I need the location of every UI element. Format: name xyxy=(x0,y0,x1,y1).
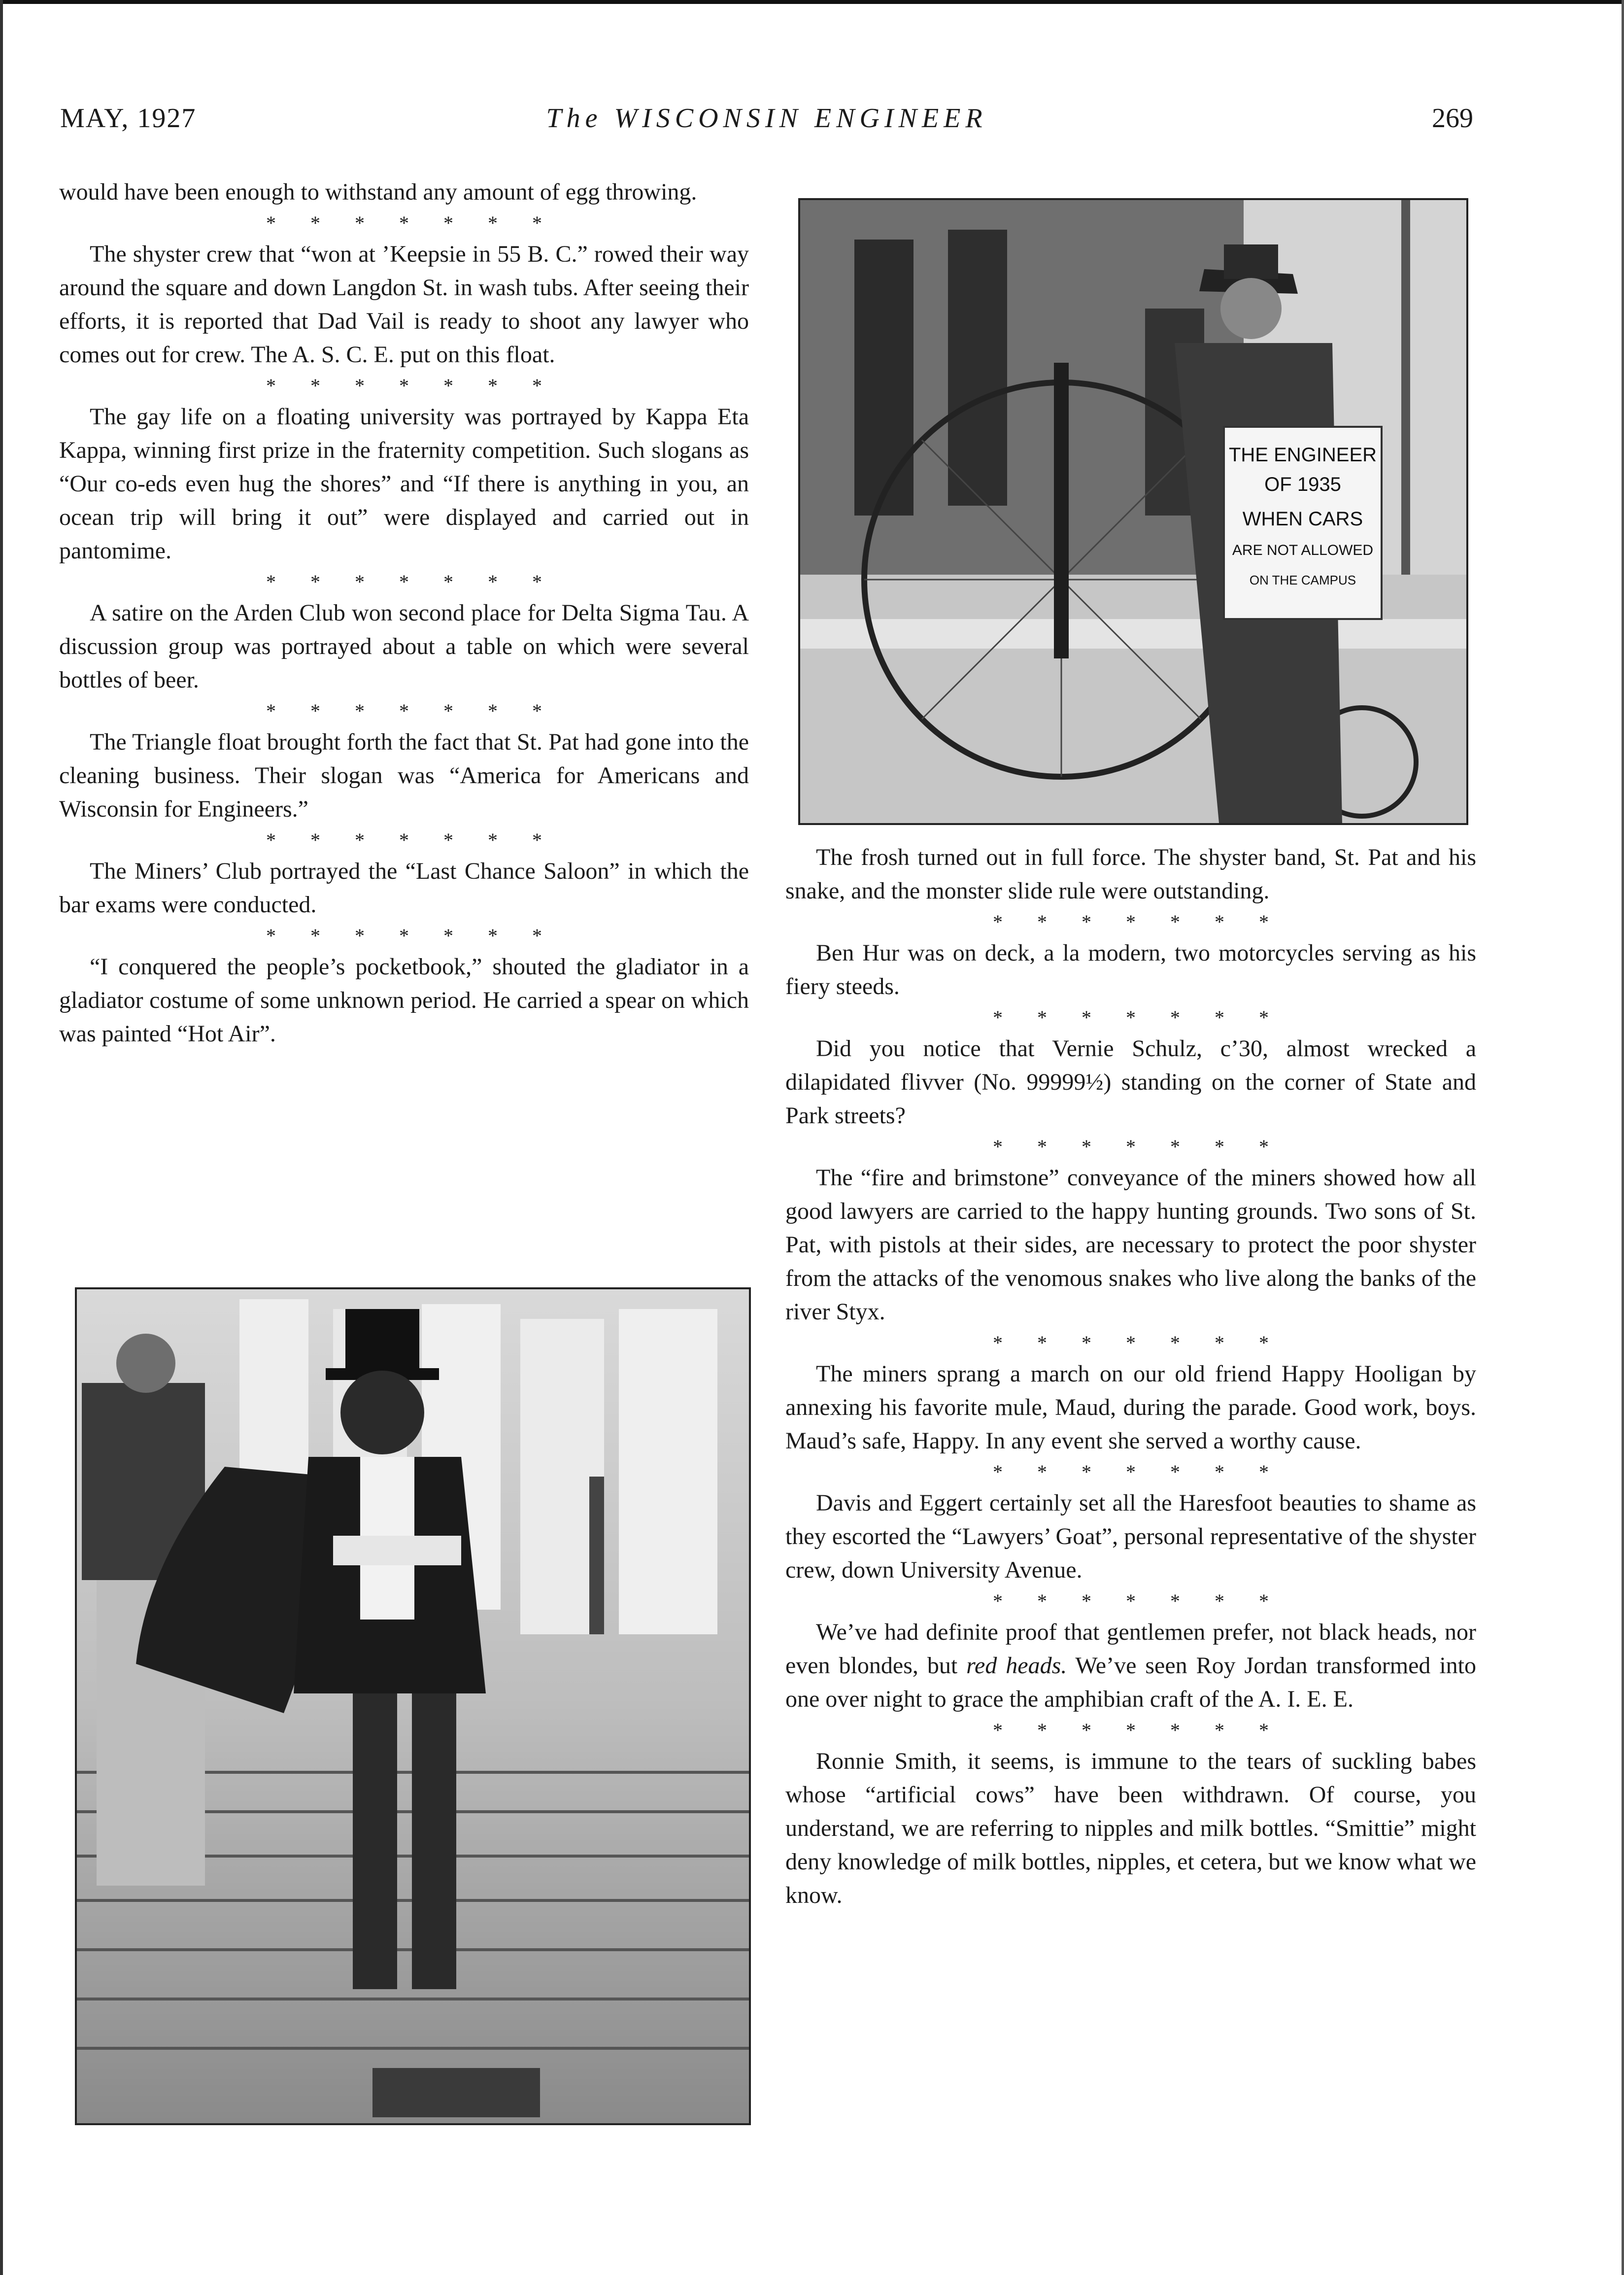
paragraph: The frosh turned out in full force. The shyster band, St. Pat and his snake, and the monster slide rule were outstanding. xyxy=(785,844,1476,904)
paragraph: The shyster crew that “won at ’Keepsie in 55 B. C.” rowed their way around the square and down Langdon St. in wash tubs. After seeing their efforts, it is reported that Dad Vail is ready to shoot any lawyer who comes out for crew. The A. S. C. E. put on this float. xyxy=(59,241,749,368)
photo-engineer-of-1935 xyxy=(798,198,1468,825)
section-separator: * * * * * * * xyxy=(993,1006,1284,1029)
section-separator: * * * * * * * xyxy=(266,375,557,397)
paragraph: Ben Hur was on deck, a la modern, two motorcycles serving as his fiery steeds. xyxy=(785,940,1476,1000)
photo-illustration xyxy=(800,200,1466,823)
paragraph: Ronnie Smith, it seems, is immune to the tears of suckling babes whose “artificial cows” have been withdrawn. Of course, you understand, we are referring to nipples and milk bottles. “Smittie” might deny knowledge of milk bottles, nipples, et cetera, but we know what we know. xyxy=(785,1748,1476,1908)
paragraph: The gay life on a floating university was portrayed by Kappa Eta Kappa, winning first prize in the fraternity competition. Such slogans as “Our co-eds even hug the shores” and “If there is anything in you, an ocean trip will bring it out” were displayed and carried out in pantomime. xyxy=(59,404,749,564)
left-column xyxy=(59,175,749,1051)
section-separator: * * * * * * * xyxy=(266,925,557,947)
page-right-edge xyxy=(1622,0,1624,2275)
paragraph: The Miners’ Club portrayed the “Last Chance Saloon” in which the bar exams were conducted. xyxy=(59,858,749,918)
section-separator: * * * * * * * xyxy=(993,1590,1284,1612)
section-separator: * * * * * * * xyxy=(993,1461,1284,1483)
photo-illustration xyxy=(77,1289,749,2123)
paragraph: would have been enough to withstand any amount of egg throwing. xyxy=(59,179,697,205)
section-separator: * * * * * * * xyxy=(993,1332,1284,1354)
paragraph xyxy=(785,1616,1476,1716)
paragraph: The miners sprang a march on our old friend Happy Hooligan by annexing his favorite mule, Maud, during the parade. Good work, boys. Maud’s safe, Happy. In any event she served a worthy cause. xyxy=(785,1361,1476,1454)
magazine-title: The WISCONSIN ENGINEER xyxy=(546,103,987,134)
section-separator: * * * * * * * xyxy=(266,212,557,234)
italic-text-run: red heads. xyxy=(966,1653,1067,1679)
paragraph: “I conquered the people’s pocketbook,” shouted the gladiator in a gladiator costume of some unknown period. He carried a spear on which was painted “Hot Air”. xyxy=(59,954,749,1047)
sign-text-line: THE ENGINEER xyxy=(1228,444,1377,466)
sign-text-line: OF 1935 xyxy=(1264,474,1341,495)
section-separator: * * * * * * * xyxy=(266,571,557,593)
sign-text-line: ARE NOT ALLOWED xyxy=(1232,542,1374,558)
section-separator: * * * * * * * xyxy=(266,829,557,851)
running-header xyxy=(60,103,1473,147)
page-number: 269 xyxy=(1432,103,1473,134)
paragraph: The “fire and brimstone” conveyance of the miners showed how all good lawyers are carried to the happy hunting grounds. Two sons of St. Pat, with pistols at their sides, are necessary to protect the poor shyster from the attacks of the venomous snakes who live along the banks of the river Styx. xyxy=(785,1165,1476,1325)
page-top-edge xyxy=(0,0,1624,4)
text-run: We’ve had definite proof that gentlemen prefer, not black heads, nor even blondes, but xyxy=(785,1619,1476,1679)
photo-man-in-cape xyxy=(75,1287,751,2125)
section-separator: * * * * * * * xyxy=(993,1719,1284,1741)
sign-text-line: ON THE CAMPUS xyxy=(1249,573,1356,587)
sign-text-line: WHEN CARS xyxy=(1242,508,1363,530)
right-column xyxy=(785,841,1476,1912)
section-separator: * * * * * * * xyxy=(266,700,557,722)
text-run: We’ve seen Roy Jordan transformed into one over night to grace the amphibian craft of the A. I. E. E. xyxy=(785,1653,1477,1712)
paragraph: The Triangle float brought forth the fact that St. Pat had gone into the cleaning business. Their slogan was “America for Americans and Wisconsin for Engineers.” xyxy=(59,729,749,822)
section-separator: * * * * * * * xyxy=(993,1136,1284,1158)
paragraph: Davis and Eggert certainly set all the Haresfoot beauties to shame as they escorted the “Lawyers’ Goat”, personal representative of the shyster crew, down University Avenue. xyxy=(785,1490,1476,1583)
paragraph: Did you notice that Vernie Schulz, c’30, almost wrecked a dilapidated flivver (No. 99999½) standing on the corner of State and Park streets? xyxy=(785,1035,1476,1129)
issue-date: MAY, 1927 xyxy=(60,103,197,134)
page-left-edge xyxy=(0,0,3,2275)
section-separator: * * * * * * * xyxy=(993,911,1284,933)
paragraph: A satire on the Arden Club won second place for Delta Sigma Tau. A discussion group was portrayed about a table on which were several bottles of beer. xyxy=(59,600,749,693)
